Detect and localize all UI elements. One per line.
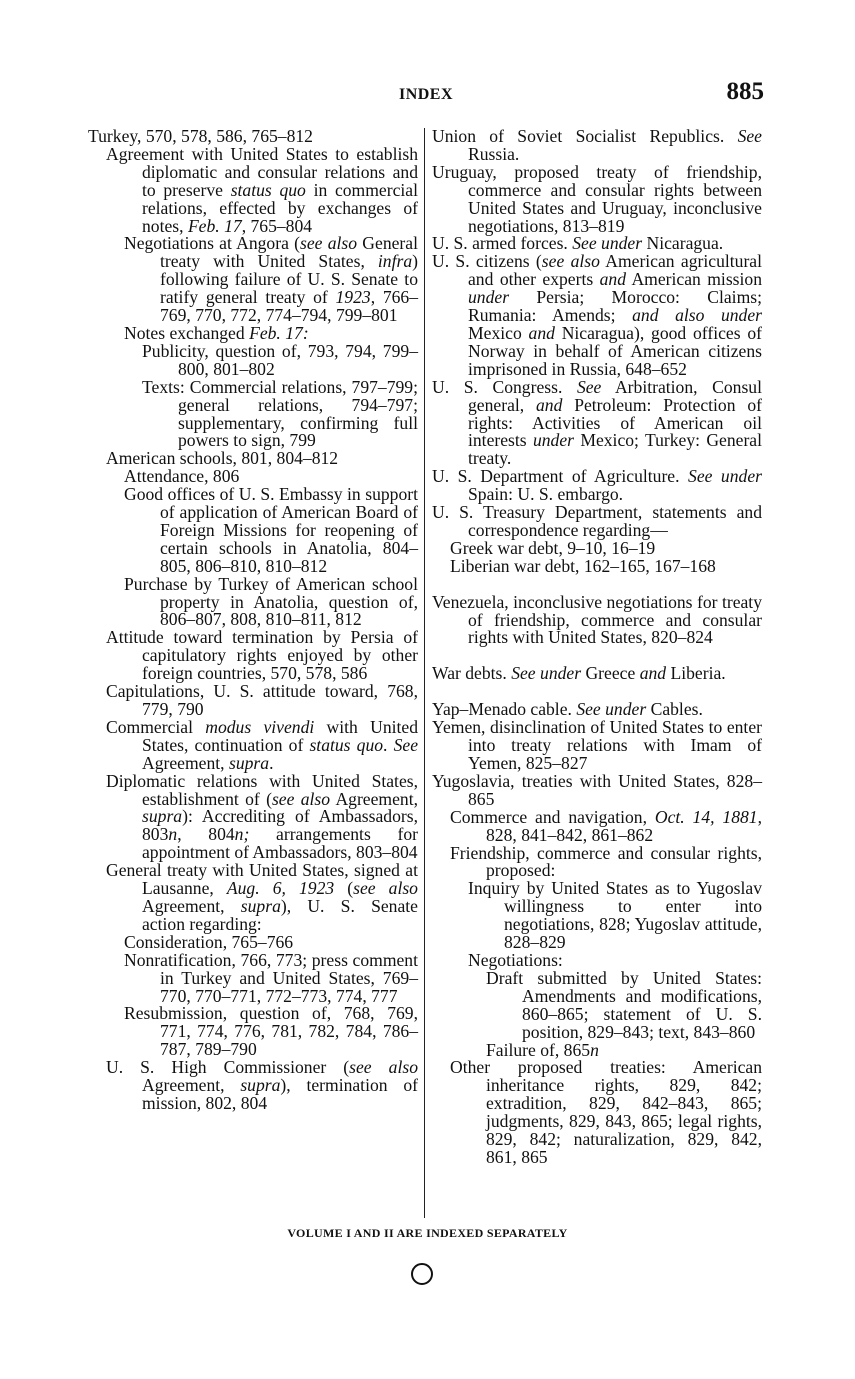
index-column-left [88, 128, 418, 1113]
index-entry: Diplomatic relations with United States, establishment of (see also Agreement, supra): Accrediting of Ambassadors, 803n, 804n; arrangements for appointment of Ambassadors, 803–804 [106, 770, 418, 863]
index-entry: Negotiations: [468, 949, 563, 970]
index-entry: Notes exchanged Feb. 17: [124, 322, 309, 343]
index-column-right [432, 128, 762, 1167]
index-entry: Capitulations, U. S. attitude toward, 768, 779, 790 [106, 681, 418, 719]
index-entry: Commerce and navigation, Oct. 14, 1881, 828, 841–842, 861–862 [450, 806, 763, 845]
page-header [88, 78, 764, 110]
index-entry: Attendance, 806 [124, 466, 240, 487]
footer-note: VOLUME I AND II ARE INDEXED SEPARATELY [287, 1226, 568, 1240]
index-entry: U. S. Congress. See Arbitration, Consul general, and Petroleum: Protection of rights: Activities of American oil interests under Mexico; Turkey: General treaty. [432, 376, 763, 469]
index-entry: War debts. See under Greece and Liberia. [432, 663, 726, 684]
index-entry: Negotiations at Angora (see also General treaty with United States, infra) following failure of U. S. Senate to ratify general treaty of 1923, 766–769, 770, 772, 774–794, 799–801 [124, 233, 419, 326]
index-entry: Agreement with United States to establish diplomatic and consular relations and to preserve status quo in commercial relations, effected by exchanges of notes, Feb. 17, 765–804 [106, 143, 418, 236]
index-entry: Venezuela, inconclusive negotiations for treaty of friendship, commerce and consular rights with United States, 820–824 [432, 591, 762, 648]
index-entry: U. S. armed forces. See under Nicaragua. [432, 233, 724, 254]
index-entry: Uruguay, proposed treaty of friendship, commerce and consular rights between United States and Uruguay, inconclusive negotiations, 813–819 [432, 161, 762, 236]
index-entry: Union of Soviet Socialist Republics. See Russia. [432, 126, 762, 164]
index-entry: Inquiry by United States as to Yugoslav willingness to enter into negotiations, 828; Yugoslav attitude, 828–829 [468, 878, 762, 953]
index-entry: General treaty with United States, signed at Lausanne, Aug. 6, 1923 (see also Agreement, supra), U. S. Senate action regarding: [106, 860, 418, 934]
index-entry: U. S. High Commissioner (see also Agreement, supra), termination of mission, 802, 804 [106, 1057, 418, 1113]
index-entry: Consideration, 765–766 [124, 931, 294, 952]
circle-mark [411, 1263, 433, 1285]
index-entry: Nonratification, 766, 773; press comment in Turkey and United States, 769–770, 770–771, 772–773, 774, 777 [124, 949, 418, 1006]
index-entry: Yap–Menado cable. See under Cables. [432, 699, 703, 720]
index-entry: Commercial modus vivendi with United States, continuation of status quo. See Agreement, supra. [106, 716, 419, 773]
page-title: INDEX [398, 86, 454, 103]
index-entry: U. S. citizens (see also American agricultural and other experts and American mission under Persia; Morocco: Claims; Rumania: Amends; and also under Mexico and Nicaragua), good offices of Norway in behalf of American citizens imprisoned in Russia, 648–652 [432, 251, 763, 379]
index-entry: American schools, 801, 804–812 [106, 448, 339, 469]
index-entry: Friendship, commerce and consular rights, proposed: [450, 842, 762, 881]
index-entry: U. S. Department of Agriculture. See under Spain: U. S. embargo. [432, 466, 762, 505]
index-entry: Liberian war debt, 162–165, 167–168 [450, 555, 716, 576]
index-entry: U. S. Treasury Department, statements and correspondence regarding— [432, 502, 762, 540]
index-entry: Good offices of U. S. Embassy in support of application of American Board of Foreign Missions for reopening of certain schools in Anatolia, 804–805, 806–810, 810–812 [124, 484, 418, 576]
index-entry: Failure of, 865n [486, 1039, 599, 1060]
index-entry: Greek war debt, 9–10, 16–19 [450, 537, 656, 558]
index-entry: Other proposed treaties: American inheritance rights, 829, 842; extradition, 829, 842–843, 865; judgments, 829, 843, 865; legal rights, 829, 842; naturalization, 829, 842, 861, 865 [450, 1057, 762, 1167]
page-number: 885 [726, 78, 764, 105]
index-entry: Turkey, 570, 578, 586, 765–812 [88, 126, 313, 146]
index-entry: Publicity, question of, 793, 794, 799–800, 801–802 [142, 340, 418, 379]
index-entry: Resubmission, question of, 768, 769, 771, 774, 776, 781, 782, 784, 786–787, 789–790 [124, 1003, 418, 1060]
index-entry: Attitude toward termination by Persia of capitulatory rights enjoyed by other foreign countries, 570, 578, 586 [106, 627, 418, 684]
index-entry: Texts: Commercial relations, 797–799; general relations, 794–797; supplementary, confirming full powers to sign, 799 [142, 376, 418, 451]
index-entry: Purchase by Turkey of American school property in Anatolia, question of, 806–807, 808, 810–811, 812 [124, 573, 418, 630]
column-divider [424, 128, 425, 1218]
index-entry: Yemen, disinclination of United States to enter into treaty relations with Imam of Yemen, 825–827 [432, 717, 762, 773]
index-entry: Draft submitted by United States: Amendments and modifications, 860–865; statement of U. S. position, 829–843; text, 843–860 [486, 967, 762, 1042]
index-entry: Yugoslavia, treaties with United States, 828–865 [432, 770, 762, 809]
